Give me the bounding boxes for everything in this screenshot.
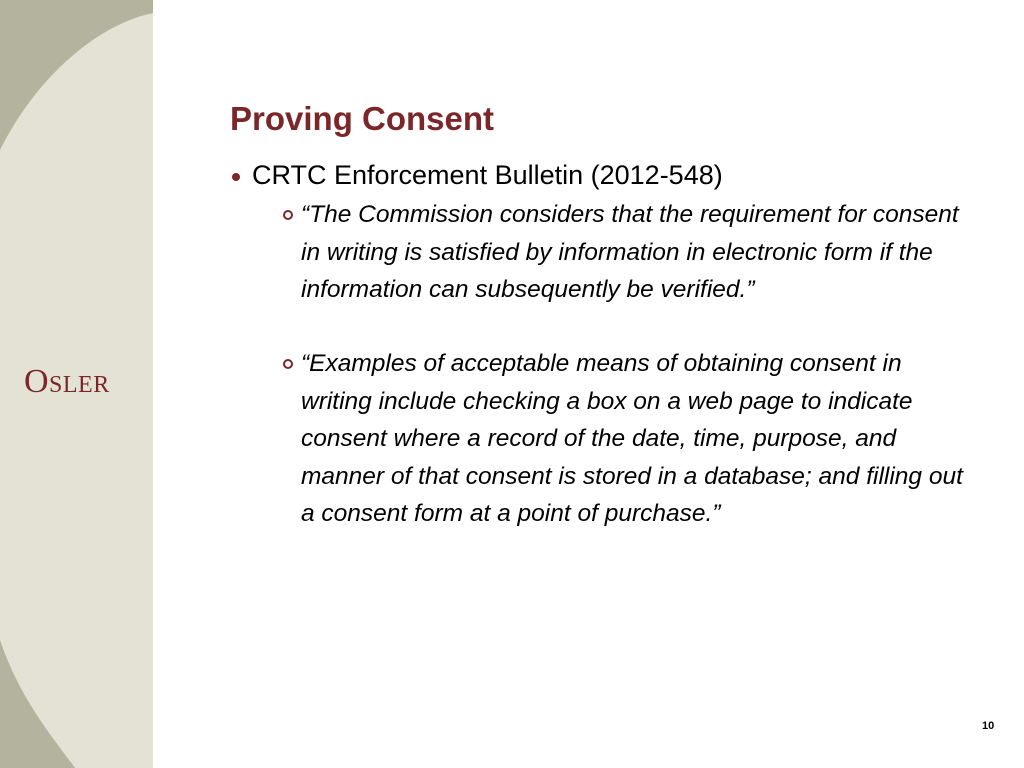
quote-text-1: “The Commission considers that the requirement for consent in writing is satisfied by information in electronic form if the information can subsequently be verified.” <box>301 201 959 303</box>
ring-bullet-icon <box>283 359 293 369</box>
ring-bullet-icon <box>283 210 293 220</box>
osler-logo: Osler <box>24 363 110 400</box>
bullet-text: CRTC Enforcement Bulletin (2012-548) <box>252 160 723 190</box>
bullet-dot-icon <box>232 173 240 181</box>
quote-text-2: “Examples of acceptable means of obtaining consent in writing include checking a box on a web page to indicate consent where a record of the date, time, purpose, and manner of that consent is stored in a database; and filling out a consent form at a point of purchase.” <box>301 350 963 527</box>
quote-item-2 <box>283 345 973 533</box>
bullet-item <box>232 157 723 193</box>
sidebar-decoration <box>0 0 153 768</box>
quote-item-1 <box>283 196 973 309</box>
slide-title: Proving Consent <box>230 100 495 137</box>
page-number: 10 <box>982 720 995 732</box>
